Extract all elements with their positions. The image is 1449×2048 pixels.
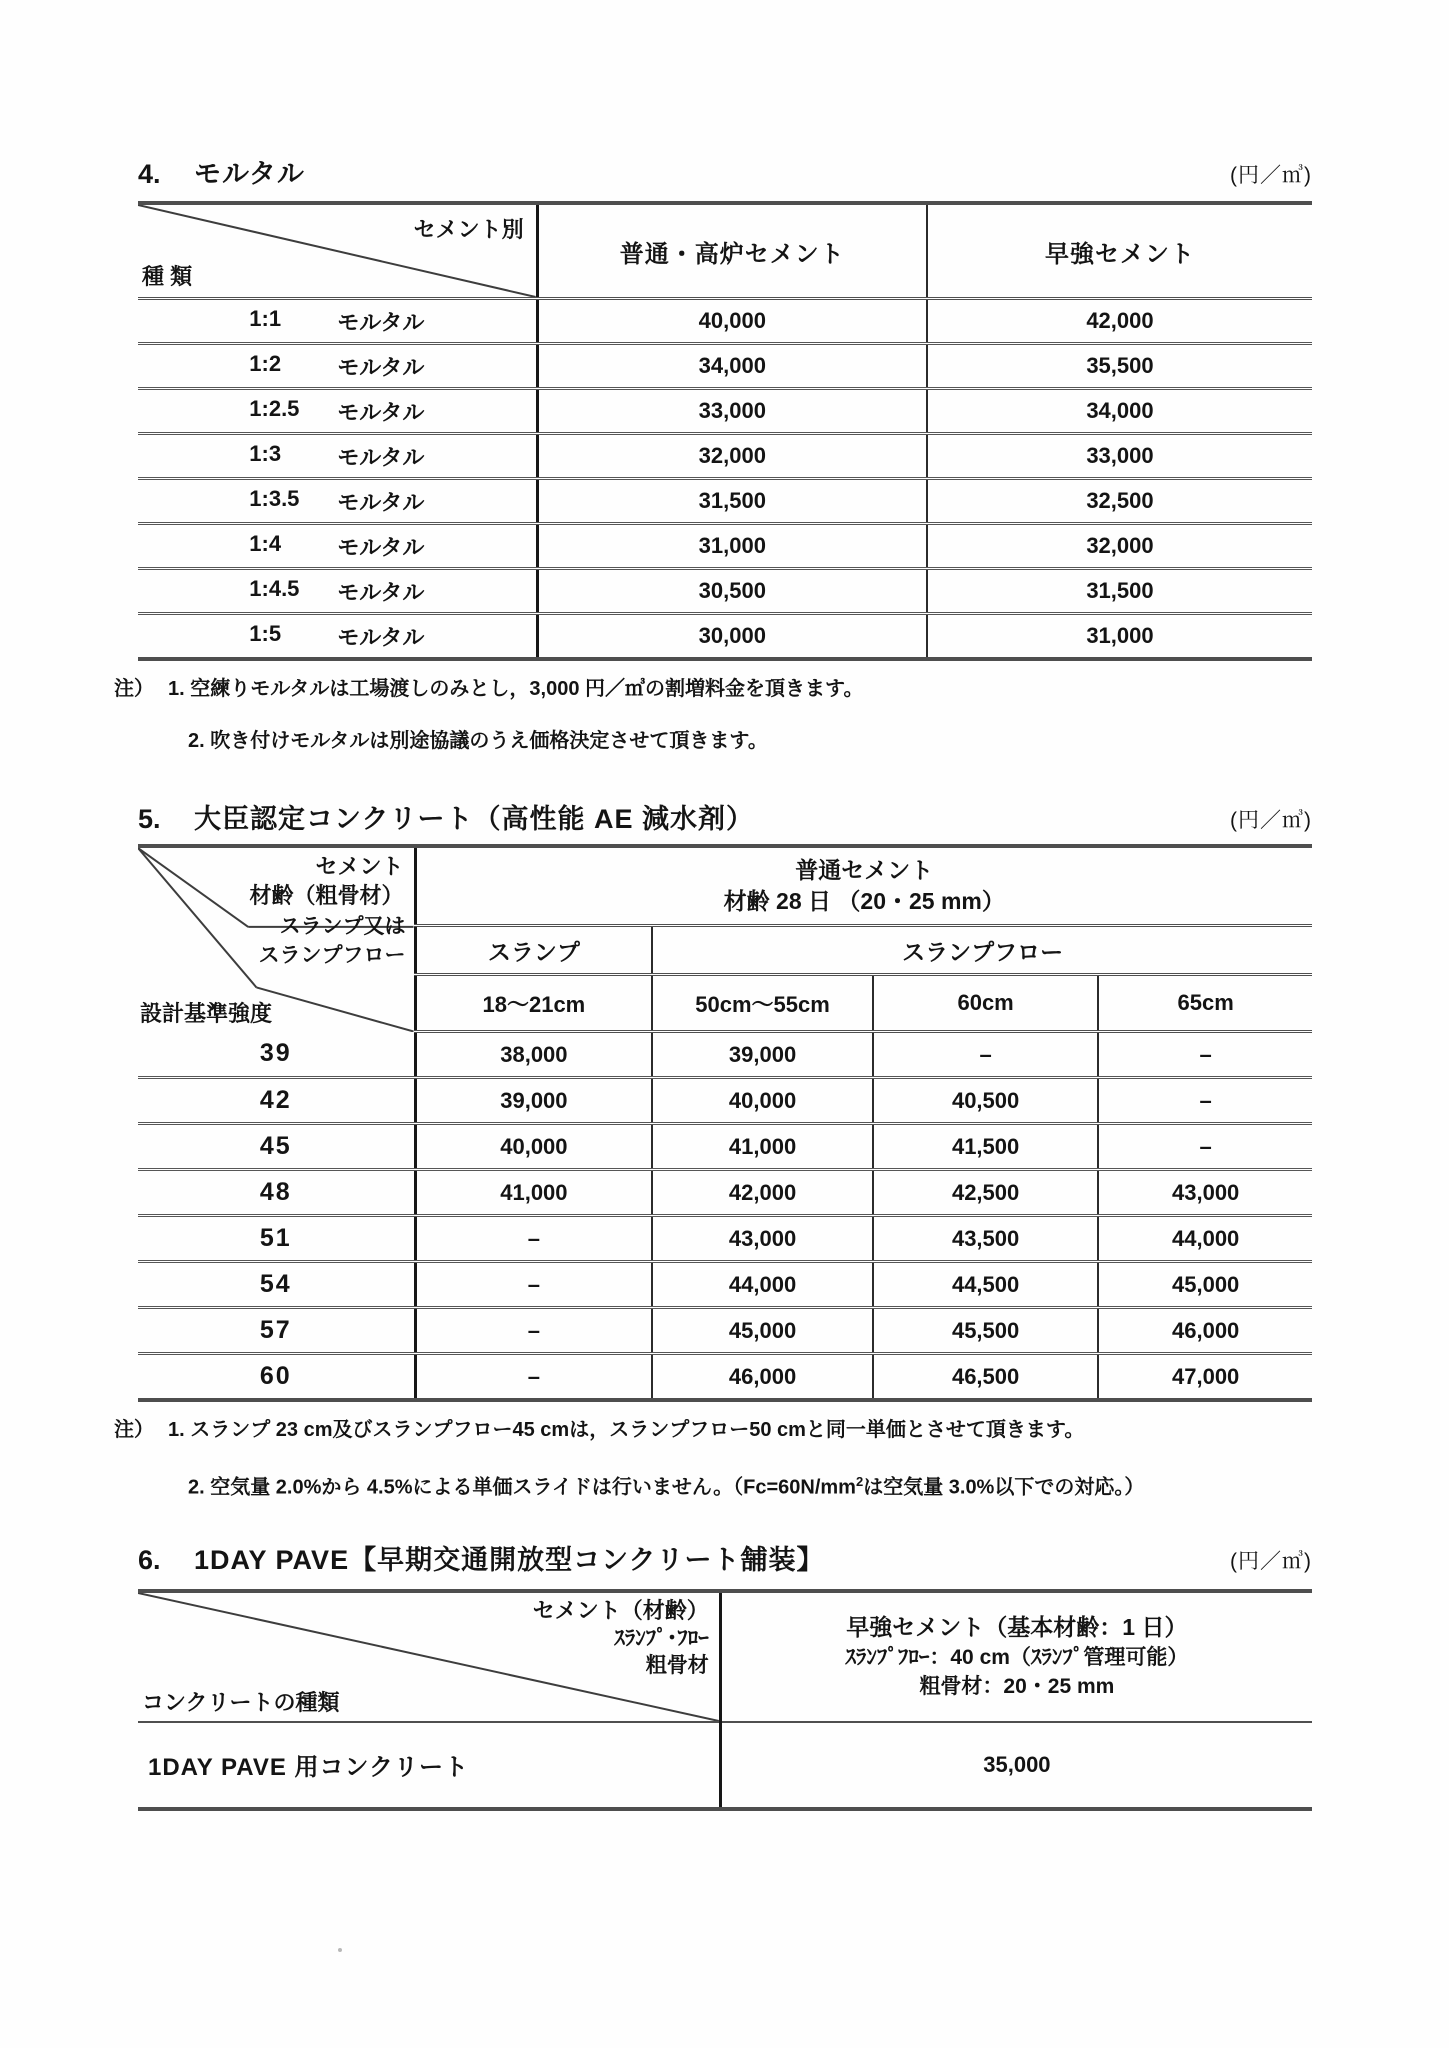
price-flow-65: – bbox=[1098, 1124, 1312, 1170]
mortar-kind-label: モルタル bbox=[337, 534, 425, 560]
mortar-row bbox=[138, 524, 1312, 569]
note-text: 2. 吹き付けモルタルは別途協議のうえ価格決定させて頂きます。 bbox=[188, 730, 768, 752]
price-flow-60: 44,500 bbox=[873, 1262, 1098, 1308]
spec-line-slump-flow: ｽﾗﾝﾌﾟﾌﾛｰ：40 cm（ｽﾗﾝﾌﾟ管理可能） bbox=[845, 1645, 1189, 1669]
pave-row-label: 1DAY PAVE 用コンクリート bbox=[148, 1754, 470, 1782]
price-flow-50-55: 43,000 bbox=[652, 1216, 873, 1262]
certified-concrete-price-table bbox=[138, 844, 1312, 1402]
price-rapid-cement: 32,500 bbox=[927, 479, 1312, 524]
section-4-notes bbox=[114, 675, 1312, 755]
mortar-kind-pair bbox=[249, 396, 424, 427]
section-5-heading bbox=[138, 797, 1312, 836]
mortar-kind-pair bbox=[249, 531, 424, 562]
corner-label-cement-type: セメント別 bbox=[413, 217, 524, 242]
mortar-kind-cell bbox=[138, 569, 537, 614]
price-flow-50-55: 41,000 bbox=[652, 1124, 873, 1170]
mix-ratio: 1:5 bbox=[249, 620, 282, 646]
section-5-unit-label: (円／㎥) bbox=[1230, 809, 1312, 832]
mortar-row bbox=[138, 479, 1312, 524]
mix-ratio: 1:4.5 bbox=[249, 575, 300, 601]
corner-label-cement-spec bbox=[533, 1597, 709, 1679]
mortar-kind-pair bbox=[249, 576, 424, 607]
price-rapid-cement: 34,000 bbox=[927, 389, 1312, 434]
spec-line-aggregate: 粗骨材：20・25 mm bbox=[919, 1674, 1115, 1698]
pave-price: 35,000 bbox=[720, 1722, 1312, 1809]
spec-line-cement: 早強セメント（基本材齢：1 日） bbox=[846, 1613, 1188, 1640]
design-strength: 54 bbox=[138, 1262, 415, 1308]
price-slump-18-21: 41,000 bbox=[415, 1170, 652, 1216]
price-flow-50-55: 45,000 bbox=[652, 1308, 873, 1354]
section-6-title: 1DAY PAVE【早期交通開放型コンクリート舗装】 bbox=[194, 1544, 825, 1575]
price-slump-18-21: – bbox=[415, 1216, 652, 1262]
mix-ratio: 1:2 bbox=[249, 350, 282, 376]
price-flow-65: 45,000 bbox=[1098, 1262, 1312, 1308]
corner-label-cement-age bbox=[250, 852, 404, 910]
mortar-kind-label: モルタル bbox=[337, 579, 425, 605]
mortar-table-header-row bbox=[138, 203, 1312, 299]
corner-slump-flow: ｽﾗﾝﾌﾟ･ﾌﾛｰ bbox=[614, 1626, 709, 1650]
price-flow-65: 43,000 bbox=[1098, 1170, 1312, 1216]
price-normal-blast-cement: 30,000 bbox=[537, 614, 927, 660]
mortar-kind-cell bbox=[138, 389, 537, 434]
mortar-row bbox=[138, 569, 1312, 614]
mortar-kind-cell bbox=[138, 479, 537, 524]
price-normal-blast-cement: 33,000 bbox=[537, 389, 927, 434]
mortar-kind-cell bbox=[138, 524, 537, 569]
mortar-kind-label: モルタル bbox=[337, 354, 425, 380]
col-header-rapid-cement: 早強セメント bbox=[927, 203, 1312, 299]
price-normal-blast-cement: 31,000 bbox=[537, 524, 927, 569]
corner-label-slump-or-flow bbox=[259, 912, 406, 970]
corner-slump-or: スランプ又は bbox=[279, 915, 406, 938]
price-flow-50-55: 40,000 bbox=[652, 1078, 873, 1124]
note-prefix: 注） bbox=[114, 1419, 154, 1441]
mortar-row bbox=[138, 434, 1312, 479]
price-rapid-cement: 33,000 bbox=[927, 434, 1312, 479]
section-6-unit-label: (円／㎥) bbox=[1230, 1549, 1312, 1573]
mortar-kind-cell bbox=[138, 614, 537, 660]
concrete-row bbox=[138, 1078, 1312, 1124]
mortar-kind-label: モルタル bbox=[337, 399, 425, 425]
scan-artifact-dot bbox=[338, 1948, 342, 1952]
section-4-title: モルタル bbox=[194, 159, 305, 189]
note-text: 1. スランプ 23 cm及びスランプフロー45 cmは，スランプフロー50 cmと同一単価とさせて頂きます。 bbox=[168, 1419, 1085, 1441]
mix-ratio: 1:1 bbox=[249, 305, 282, 331]
mortar-kind-label: モルタル bbox=[337, 444, 425, 470]
price-flow-50-55: 42,000 bbox=[652, 1170, 873, 1216]
section-4-title-group bbox=[138, 152, 305, 191]
section-6-number: 6. bbox=[138, 1544, 161, 1575]
price-flow-65: 44,000 bbox=[1098, 1216, 1312, 1262]
price-flow-65: – bbox=[1098, 1078, 1312, 1124]
mortar-row bbox=[138, 344, 1312, 389]
price-slump-18-21: – bbox=[415, 1354, 652, 1401]
mortar-kind-label: モルタル bbox=[337, 624, 425, 650]
group-header-line2: 材齢 28 日 （20・25 mm） bbox=[723, 888, 1005, 914]
price-flow-60: 42,500 bbox=[873, 1170, 1098, 1216]
mortar-price-table bbox=[138, 201, 1312, 661]
note-row bbox=[114, 1416, 1312, 1444]
concrete-row bbox=[138, 1170, 1312, 1216]
pave-corner-cell bbox=[138, 1591, 720, 1722]
note-row bbox=[114, 727, 1312, 755]
concrete-row bbox=[138, 1124, 1312, 1170]
mortar-kind-cell bbox=[138, 434, 537, 479]
price-rapid-cement: 31,000 bbox=[927, 614, 1312, 660]
corner-age-aggregate: 材齢（粗骨材） bbox=[249, 883, 404, 908]
concrete-corner-cell bbox=[138, 846, 415, 1032]
price-normal-blast-cement: 34,000 bbox=[537, 344, 927, 389]
price-slump-18-21: – bbox=[415, 1308, 652, 1354]
note-text-pre: 2. 空気量 2.0%から 4.5%による単価スライドは行いません。（Fc=60N/mm bbox=[188, 1476, 856, 1499]
price-flow-60: 45,500 bbox=[873, 1308, 1098, 1354]
mortar-kind-cell bbox=[138, 299, 537, 344]
corner-cement-age: セメント（材齢） bbox=[532, 1597, 709, 1623]
section-5-number: 5. bbox=[138, 804, 161, 834]
section-4-unit-label: (円／㎥) bbox=[1230, 164, 1312, 187]
design-strength: 39 bbox=[259, 1039, 292, 1068]
mix-ratio: 1:4 bbox=[249, 530, 282, 556]
concrete-row bbox=[138, 1354, 1312, 1401]
col-header-normal-blast-cement: 普通・高炉セメント bbox=[537, 203, 927, 299]
cm-header-18-21: 18～21cm bbox=[415, 975, 652, 1032]
price-flow-50-55: 46,000 bbox=[652, 1354, 873, 1401]
group-header-line1: 普通セメント bbox=[795, 857, 934, 883]
sub-header-slump-flow: スランプフロー bbox=[652, 926, 1312, 975]
mortar-kind-pair bbox=[249, 351, 424, 382]
corner-label-design-strength: 設計基準強度 bbox=[140, 1000, 273, 1026]
sub-header-slump: スランプ bbox=[415, 926, 652, 975]
concrete-header-row-1 bbox=[138, 846, 1312, 926]
mortar-kind-cell bbox=[138, 344, 537, 389]
pave-header-row bbox=[138, 1591, 1312, 1722]
price-normal-blast-cement: 30,500 bbox=[537, 569, 927, 614]
price-slump-18-21: – bbox=[415, 1262, 652, 1308]
price-normal-blast-cement: 32,000 bbox=[537, 434, 927, 479]
price-flow-60: 43,500 bbox=[873, 1216, 1098, 1262]
price-rapid-cement: 31,500 bbox=[927, 569, 1312, 614]
section-4-heading bbox=[138, 152, 1312, 191]
mix-ratio: 1:3.5 bbox=[249, 485, 300, 511]
price-rapid-cement: 35,500 bbox=[927, 344, 1312, 389]
concrete-row bbox=[138, 1216, 1312, 1262]
mortar-kind-label: モルタル bbox=[337, 489, 425, 515]
design-strength: 57 bbox=[138, 1308, 415, 1354]
corner-slump-flow: スランプフロー bbox=[258, 944, 406, 967]
note-row bbox=[114, 675, 1312, 703]
section-1day-pave bbox=[138, 1538, 1312, 1811]
price-flow-60: 41,500 bbox=[873, 1124, 1098, 1170]
section-4-number: 4. bbox=[138, 159, 161, 189]
design-strength: 42 bbox=[138, 1078, 415, 1124]
group-header-normal-cement bbox=[415, 846, 1312, 926]
mortar-row bbox=[138, 299, 1312, 344]
cm-header-65: 65cm bbox=[1098, 975, 1312, 1032]
note-text: 1. 空練りモルタルは工場渡しのみとし，3,000 円／㎥の割増料金を頂きます。 bbox=[168, 678, 864, 700]
price-normal-blast-cement: 40,000 bbox=[537, 299, 927, 344]
mortar-row bbox=[138, 389, 1312, 434]
note-row bbox=[114, 1468, 1312, 1502]
price-slump-18-21: 40,000 bbox=[415, 1124, 652, 1170]
pave-spec-lines bbox=[722, 1613, 1312, 1701]
oneday-pave-price-table bbox=[138, 1589, 1312, 1811]
section-6-heading bbox=[138, 1538, 1312, 1577]
page-content bbox=[114, 0, 1312, 1811]
pave-data-row bbox=[138, 1722, 1312, 1809]
mix-ratio: 1:2.5 bbox=[249, 395, 300, 421]
design-strength: 45 bbox=[138, 1124, 415, 1170]
mortar-row bbox=[138, 614, 1312, 660]
section-6-title-group bbox=[138, 1538, 825, 1577]
mortar-kind-label: モルタル bbox=[337, 309, 425, 335]
price-slump-18-21: 38,000 bbox=[415, 1032, 652, 1078]
price-flow-65: 46,000 bbox=[1098, 1308, 1312, 1354]
price-slump-18-21: 39,000 bbox=[415, 1078, 652, 1124]
mortar-kind-pair bbox=[249, 621, 424, 652]
price-flow-60: – bbox=[873, 1032, 1098, 1078]
section-5-title: 大臣認定コンクリート（高性能 AE 減水剤） bbox=[194, 804, 754, 834]
price-normal-blast-cement: 31,500 bbox=[537, 479, 927, 524]
price-flow-65: – bbox=[1098, 1032, 1312, 1078]
note-text bbox=[188, 1468, 1144, 1502]
mortar-kind-pair bbox=[249, 306, 424, 337]
price-flow-60: 40,500 bbox=[873, 1078, 1098, 1124]
corner-cement: セメント bbox=[315, 854, 404, 879]
corner-label-concrete-kind: コンクリートの種類 bbox=[142, 1689, 340, 1715]
section-certified-concrete bbox=[114, 797, 1312, 1502]
note-prefix: 注） bbox=[114, 678, 154, 700]
note-text-post: は空気量 3.0%以下での対応。） bbox=[863, 1476, 1145, 1499]
pave-spec-header-cell bbox=[720, 1591, 1312, 1722]
design-strength: 51 bbox=[138, 1216, 415, 1262]
concrete-row bbox=[138, 1308, 1312, 1354]
price-flow-50-55: 39,000 bbox=[652, 1032, 873, 1078]
section-mortar bbox=[114, 152, 1312, 755]
corner-coarse-aggregate: 粗骨材 bbox=[645, 1653, 709, 1677]
price-rapid-cement: 32,000 bbox=[927, 524, 1312, 569]
mortar-corner-cell bbox=[138, 203, 537, 299]
price-flow-60: 46,500 bbox=[873, 1354, 1098, 1401]
design-strength: 48 bbox=[138, 1170, 415, 1216]
concrete-row bbox=[138, 1032, 1312, 1078]
note-superscript: 2 bbox=[855, 1474, 864, 1489]
mortar-kind-pair bbox=[249, 486, 424, 517]
section-5-notes bbox=[114, 1416, 1312, 1502]
price-rapid-cement: 42,000 bbox=[927, 299, 1312, 344]
mortar-table-body bbox=[138, 299, 1312, 660]
price-flow-65: 47,000 bbox=[1098, 1354, 1312, 1401]
cm-header-60: 60cm bbox=[873, 975, 1098, 1032]
price-flow-50-55: 44,000 bbox=[652, 1262, 873, 1308]
cm-header-50-55: 50cm～55cm bbox=[652, 975, 873, 1032]
mix-ratio: 1:3 bbox=[249, 440, 282, 466]
section-5-title-group bbox=[138, 797, 754, 836]
design-strength: 60 bbox=[138, 1354, 415, 1401]
mortar-kind-pair bbox=[249, 441, 424, 472]
concrete-row bbox=[138, 1262, 1312, 1308]
concrete-table-body bbox=[138, 1032, 1312, 1401]
corner-label-kind: 種 類 bbox=[142, 264, 193, 289]
